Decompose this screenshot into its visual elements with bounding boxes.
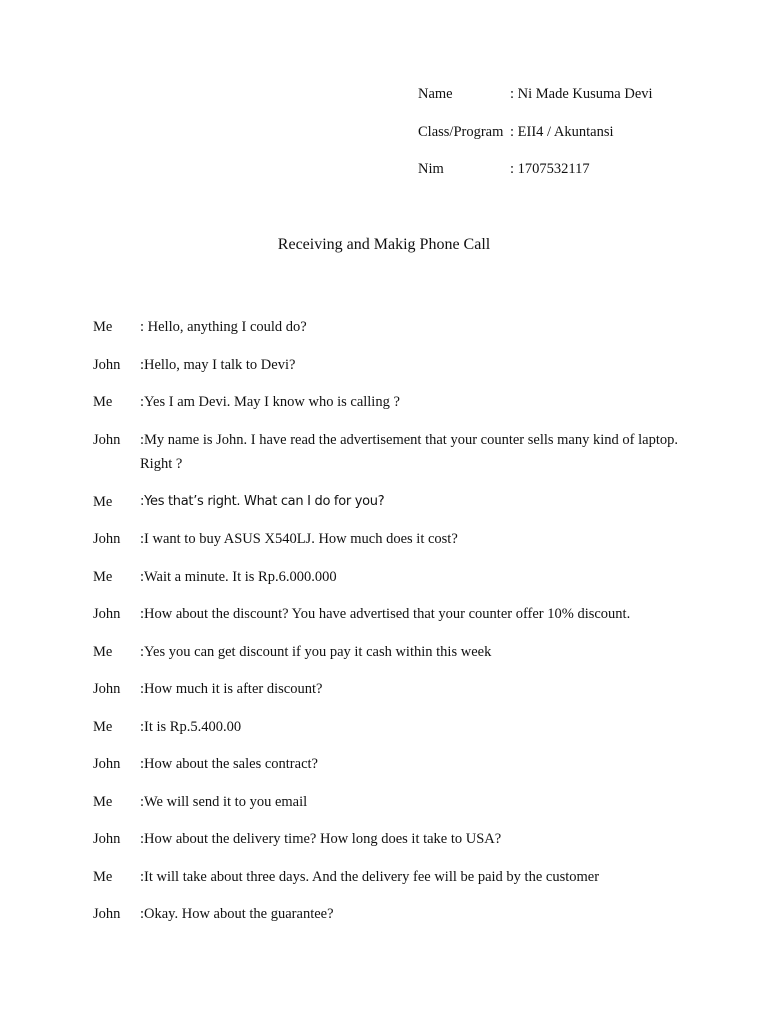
utterance: :Yes that’s right. What can I do for you? bbox=[140, 493, 385, 509]
utterance: :How about the delivery time? How long does it take to USA? bbox=[140, 831, 502, 847]
student-info bbox=[418, 86, 653, 199]
speaker: Me bbox=[93, 793, 113, 810]
utterance: :Yes I am Devi. May I know who is calling ? bbox=[140, 394, 400, 410]
speaker: John bbox=[93, 681, 121, 697]
dialog-line bbox=[93, 390, 693, 415]
speaker: John bbox=[93, 356, 121, 373]
dialog-line bbox=[93, 827, 693, 852]
dialog-line bbox=[93, 677, 693, 702]
info-label: Nim bbox=[418, 161, 444, 177]
speaker: John bbox=[93, 906, 121, 922]
dialog-line bbox=[93, 527, 693, 552]
utterance: :My name is John. I have read the advertisement that your counter sells many kind of laptop. Right ? bbox=[140, 431, 697, 472]
speaker: Me bbox=[93, 568, 113, 585]
info-label: Name bbox=[418, 86, 453, 102]
dialog-line bbox=[93, 315, 693, 340]
info-value: : Ni Made Kusuma Devi bbox=[510, 86, 653, 102]
utterance: :How about the sales contract? bbox=[140, 756, 318, 772]
dialog-line bbox=[93, 428, 697, 477]
speaker: John bbox=[93, 831, 121, 847]
speaker: John bbox=[93, 431, 121, 448]
utterance: :How much it is after discount? bbox=[140, 681, 323, 697]
utterance: : Hello, anything I could do? bbox=[140, 319, 307, 335]
dialog-line bbox=[93, 752, 693, 777]
utterance: :We will send it to you email bbox=[140, 793, 308, 810]
info-label: Class/Program bbox=[418, 123, 504, 140]
utterance: :How about the discount? You have advertised that your counter offer 10% discount. bbox=[140, 606, 631, 622]
utterance: :Okay. How about the guarantee? bbox=[140, 906, 334, 922]
info-value: : EII4 / Akuntansi bbox=[510, 123, 614, 140]
speaker: John bbox=[93, 531, 121, 547]
utterance: :Hello, may I talk to Devi? bbox=[140, 356, 296, 373]
dialog bbox=[93, 315, 697, 940]
speaker: Me bbox=[93, 394, 113, 410]
dialog-line bbox=[93, 565, 693, 590]
dialog-line bbox=[93, 902, 693, 927]
speaker: John bbox=[93, 756, 121, 772]
speaker: Me bbox=[93, 868, 113, 885]
dialog-line bbox=[93, 790, 693, 815]
info-row-class bbox=[418, 124, 653, 162]
speaker: Me bbox=[93, 319, 113, 335]
utterance: :Wait a minute. It is Rp.6.000.000 bbox=[140, 568, 337, 585]
dialog-line bbox=[93, 715, 693, 740]
dialog-line bbox=[93, 490, 693, 515]
speaker: Me bbox=[93, 493, 113, 510]
info-value: : 1707532117 bbox=[510, 161, 590, 177]
dialog-line bbox=[93, 640, 693, 665]
utterance: :It is Rp.5.400.00 bbox=[140, 718, 242, 735]
speaker: Me bbox=[93, 718, 113, 735]
dialog-line bbox=[93, 602, 693, 627]
utterance: :I want to buy ASUS X540LJ. How much does it cost? bbox=[140, 531, 458, 547]
utterance: :Yes you can get discount if you pay it cash within this week bbox=[140, 643, 492, 660]
document-title: Receiving and Makig Phone Call bbox=[277, 236, 491, 253]
info-row-nim bbox=[418, 161, 653, 199]
speaker: Me bbox=[93, 643, 113, 660]
dialog-line bbox=[93, 865, 693, 890]
speaker: John bbox=[93, 606, 121, 622]
info-row-name bbox=[418, 86, 653, 124]
dialog-line bbox=[93, 353, 693, 378]
utterance: :It will take about three days. And the delivery fee will be paid by the customer bbox=[140, 868, 600, 885]
